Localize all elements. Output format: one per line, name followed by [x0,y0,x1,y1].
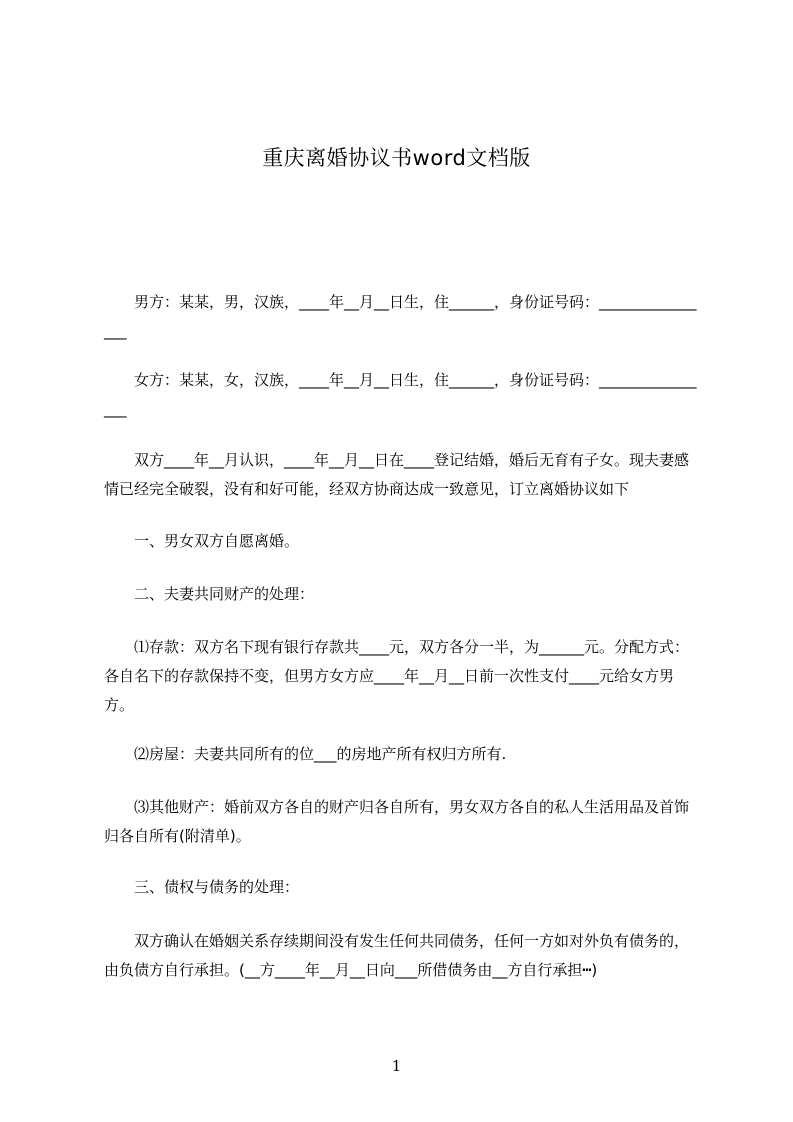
intro-paragraph: 双方____年__月认识，____年__月__日在____登记结婚，婚后无育有子女。现夫妻感情已经完全破裂，没有和好可能，经双方协商达成一致意见，订立离婚协议如下 [104,451,690,498]
savings-paragraph: ⑴存款：双方名下现有银行存款共____元，双方各分一半，为______元。分配方式：各自名下的存款保持不变，但男方女方应____年__月__日前一次性支付____元给女方男方。 [104,638,690,714]
page-number: 1 [391,1057,402,1075]
female-party-paragraph: 女方：某某，女，汉族，____年__月__日生，住______，身份证号码：________________ [104,371,697,418]
other-property-paragraph: ⑶其他财产：婚前双方各自的财产归各自所有，男女双方各自的私人生活用品及首饰归各自所有(附清单)。 [104,798,690,845]
debt-paragraph: 双方确认在婚姻关系存续期间没有发生任何共同债务，任何一方如对外负有债务的，由负债方自行承担。(__方____年__月__日向___所借债务由__方自行承担┅) [104,932,690,979]
male-party-paragraph: 男方：某某，男，汉族，____年__月__日生，住______，身份证号码：________________ [104,293,697,340]
clause-one-heading: 一、男女双方自愿离婚。 [134,532,300,550]
document-title: 重庆离婚协议书word文档版 [262,146,531,170]
clause-three-heading: 三、债权与债务的处理： [134,878,300,896]
clause-two-heading: 二、夫妻共同财产的处理： [134,585,315,603]
house-paragraph: ⑵房屋：夫妻共同所有的位___的房地产所有权归方所有. [134,745,507,763]
